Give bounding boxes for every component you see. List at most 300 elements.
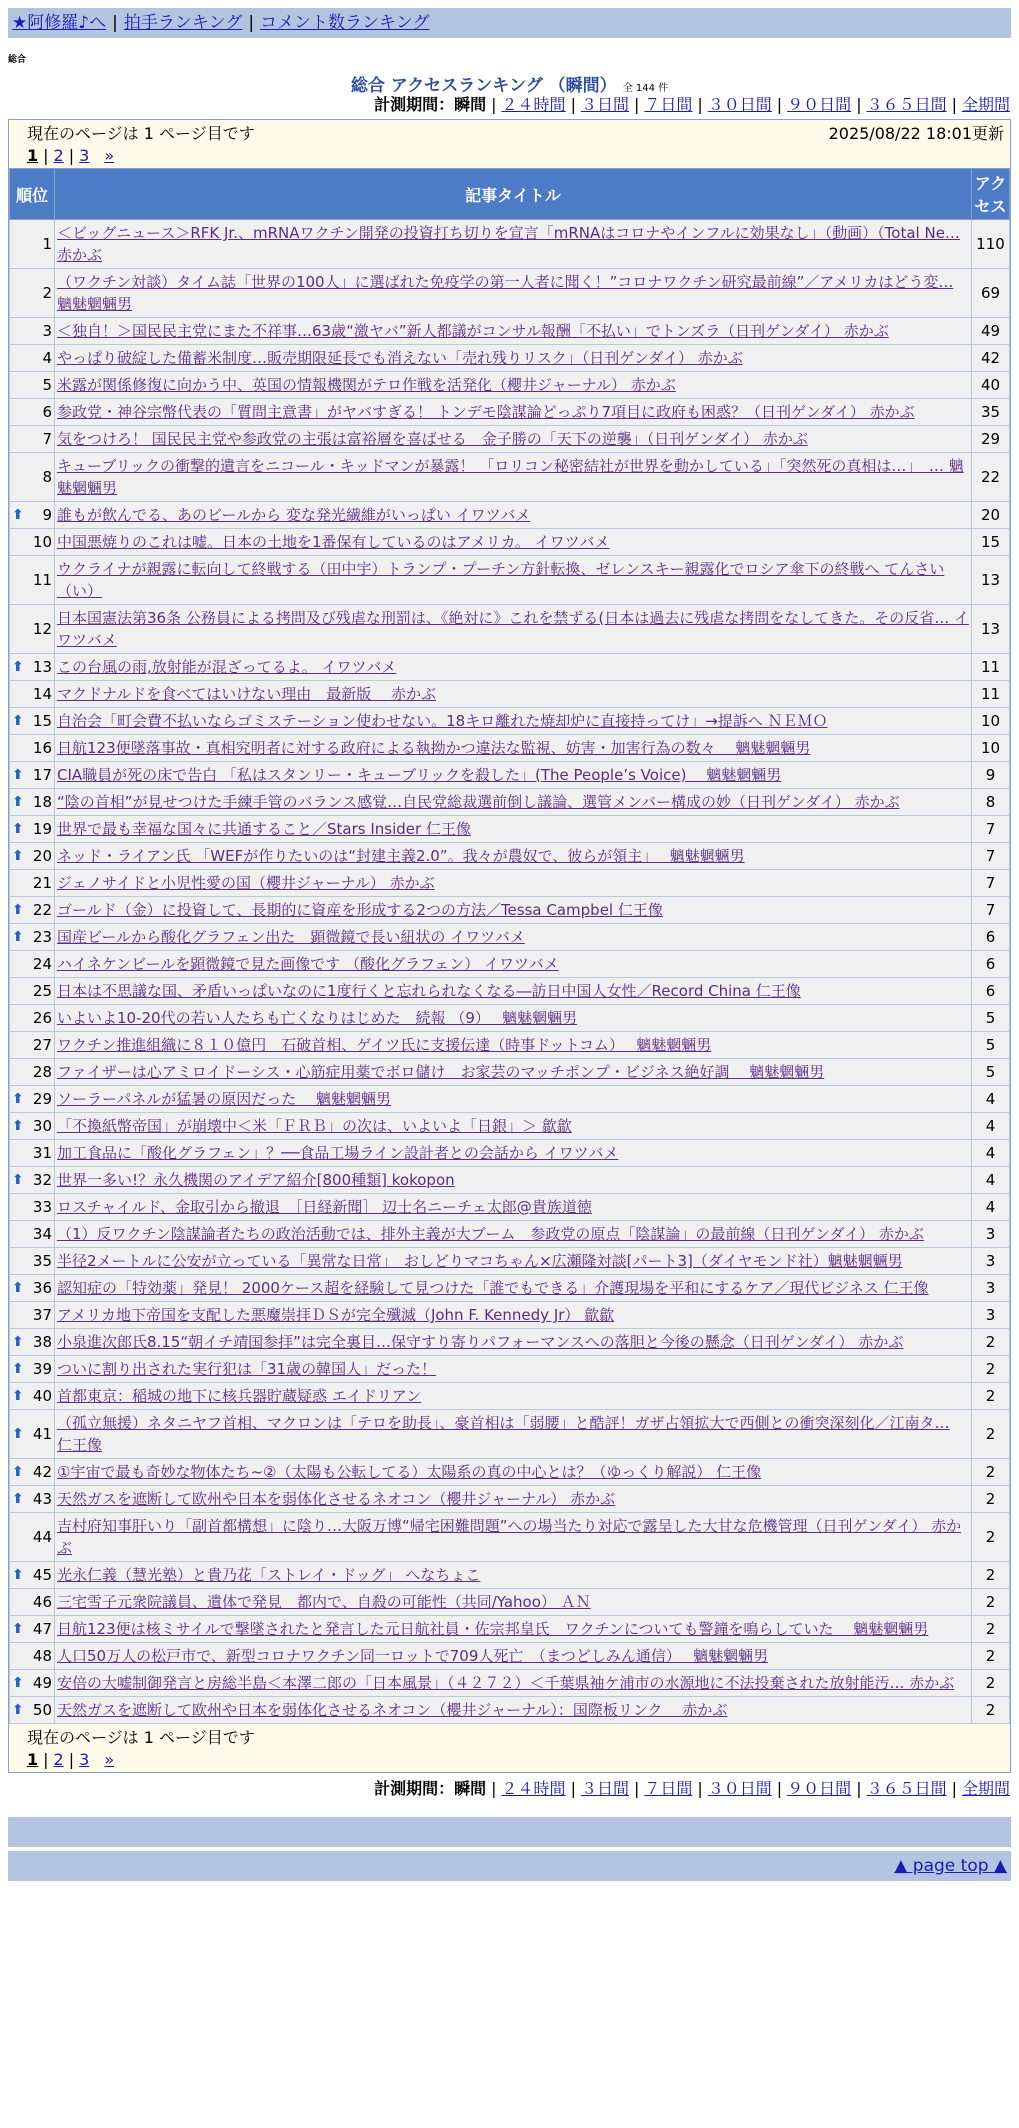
access-count: 4: [972, 1086, 1010, 1113]
title-cell: [55, 1032, 972, 1059]
title-cell: [55, 1589, 972, 1616]
table-row: [10, 502, 1010, 529]
article-link[interactable]: 小泉進次郎氏8.15“朝イチ靖国参拝”は完全裏目…保守すり寄りパフォーマンスへの落胆と今後の懸念（日刊ゲンダイ） 赤かぶ: [57, 1333, 904, 1351]
table-row: [10, 1167, 1010, 1194]
rank-up-arrow-icon: ⬆: [12, 1334, 24, 1350]
article-link[interactable]: この台風の雨,放射能が混ざってるよ。 イワツバメ: [57, 658, 397, 676]
article-link[interactable]: やっぱり破綻した備蓄米制度…販売期限延長でも消えない「売れ残りリスク」（日刊ゲンダイ） 赤かぶ: [57, 349, 743, 367]
rank-number: 5: [42, 376, 52, 394]
title-cell: [55, 1194, 972, 1221]
access-count: 2: [972, 1513, 1010, 1562]
pager-current-page: 1: [27, 146, 39, 165]
separator: |: [570, 95, 576, 114]
rank-number: 3: [42, 322, 52, 340]
article-link[interactable]: ロスチャイルド、金取引から撤退 ［日経新聞］ 辺士名ニーチェ太郎@貴族道徳: [57, 1198, 592, 1216]
access-count: 10: [972, 708, 1010, 735]
article-link[interactable]: 日航123便は核ミサイルで撃墜されたと発言した元日航社員・佐宗邦皇氏 ワクチンについても警鐘を鳴らしていた 魑魅魍魎男: [57, 1620, 929, 1638]
title-cell: [55, 1616, 972, 1643]
rank-up-arrow-icon: ⬆: [12, 1172, 24, 1188]
rank-cell: [10, 605, 55, 654]
title-cell: [55, 529, 972, 556]
article-link[interactable]: 気をつけろ！ 国民民主党や参政党の主張は富裕層を喜ばせる 金子勝の「天下の逆襲」（日刊ゲンダイ） 赤かぶ: [57, 430, 808, 448]
period-label: 計測期間：: [374, 1779, 455, 1798]
rank-cell: [10, 1032, 55, 1059]
rank-cell: [10, 735, 55, 762]
pager-page-link[interactable]: 3: [79, 1750, 90, 1769]
title-cell: [55, 1670, 972, 1697]
ranking-panel: [8, 119, 1011, 1773]
access-count: 10: [972, 735, 1010, 762]
period-link[interactable]: ３０日間: [707, 1779, 772, 1798]
rank-number: 34: [32, 1225, 52, 1243]
rank-up-arrow-icon: ⬆: [12, 1426, 24, 1442]
title-cell: [55, 897, 972, 924]
table-row: [10, 708, 1010, 735]
article-link[interactable]: （1）反ワクチン陰謀論者たちの政治活動では、排外主義が大ブーム 参政党の原点「陰謀論」の最前線（日刊ゲンダイ） 赤かぶ: [57, 1225, 924, 1243]
table-row: [10, 978, 1010, 1005]
title-cell: [55, 654, 972, 681]
rank-cell: [10, 1410, 55, 1459]
total-count: 全 144 件: [622, 83, 669, 94]
access-count: 2: [972, 1329, 1010, 1356]
article-link[interactable]: CIA職員が死の床で告白 「私はスタンリー・キューブリックを殺した」(The People’s Voice) 魑魅魍魎男: [57, 766, 782, 784]
rank-cell: [10, 1486, 55, 1513]
updated-timestamp: 2025/08/22 18:01更新: [828, 124, 1004, 143]
page-title: [0, 71, 1019, 96]
title-cell: [55, 502, 972, 529]
rank-number: 46: [32, 1593, 52, 1611]
rank-cell: [10, 789, 55, 816]
title-cell: [55, 399, 972, 426]
page-info-row-bottom: [9, 1724, 1010, 1748]
table-row: [10, 897, 1010, 924]
rank-number: 24: [32, 955, 52, 973]
rank-number: 23: [32, 928, 52, 946]
rank-number: 2: [42, 284, 52, 302]
separator: |: [776, 95, 783, 114]
article-link[interactable]: ついに割り出された実行犯は「31歳の韓国人」だった！: [57, 1360, 437, 1378]
article-link[interactable]: 誰もが飲んでる、あのビールから 変な発光繊維がいっぱい イワツバメ: [57, 506, 531, 524]
table-row: [10, 1221, 1010, 1248]
period-link[interactable]: ３６５日間: [866, 1779, 947, 1798]
rank-up-arrow-icon: ⬆: [12, 507, 24, 523]
rank-up-arrow-icon: ⬆: [12, 848, 24, 864]
rank-cell: [10, 1383, 55, 1410]
period-link[interactable]: ７日間: [644, 1779, 693, 1798]
pager-page-link[interactable]: 2: [53, 146, 64, 165]
access-count: 4: [972, 1194, 1010, 1221]
separator: |: [68, 146, 75, 165]
page-top-link[interactable]: ▲ page top ▲: [894, 1856, 1007, 1876]
period-link[interactable]: ９０日間: [787, 1779, 852, 1798]
access-count: 15: [972, 529, 1010, 556]
rank-number: 40: [32, 1387, 52, 1405]
rank-number: 28: [32, 1063, 52, 1081]
period-link[interactable]: ３日間: [580, 1779, 629, 1798]
access-count: 7: [972, 897, 1010, 924]
title-cell: [55, 220, 972, 269]
title-cell: [55, 1410, 972, 1459]
access-count: 6: [972, 978, 1010, 1005]
access-count: 8: [972, 789, 1010, 816]
access-count: 3: [972, 1302, 1010, 1329]
rank-cell: [10, 816, 55, 843]
article-link[interactable]: ハイネケンビールを顕微鏡で見た画像です （酸化グラフェン） イワツバメ: [57, 955, 559, 973]
title-cell: [55, 426, 972, 453]
rank-cell: [10, 1113, 55, 1140]
access-count: 42: [972, 345, 1010, 372]
rank-number: 41: [32, 1425, 52, 1443]
rank-cell: [10, 1329, 55, 1356]
article-link[interactable]: ＜ビッグニュース＞RFK Jr.、mRNAワクチン開発の投資打ち切りを宣言「mRNAはコロナやインフルに効果なし」（動画）（Total Ne… 赤かぶ: [57, 224, 960, 264]
table-row: [10, 1356, 1010, 1383]
table-row: [10, 1562, 1010, 1589]
title-cell: [55, 1059, 972, 1086]
rank-up-arrow-icon: ⬆: [12, 1118, 24, 1134]
separator: |: [491, 1779, 497, 1798]
rank-number: 1: [42, 235, 52, 253]
ranking-table-body: [10, 220, 1010, 1724]
separator: |: [951, 1779, 957, 1798]
table-row: [10, 1329, 1010, 1356]
article-link[interactable]: 中国悪焼りのこれは嘘。日本の土地を1番保有しているのはアメリカ。 イワツバメ: [57, 533, 610, 551]
separator: |: [68, 1750, 75, 1769]
rank-number: 44: [32, 1528, 52, 1546]
article-link[interactable]: いよいよ10-20代の若い人たちも亡くなりはじめた 続報 （9） 魑魅魍魎男: [57, 1009, 578, 1027]
spacer: [94, 146, 99, 165]
table-row: [10, 843, 1010, 870]
access-count: 6: [972, 924, 1010, 951]
article-link[interactable]: 首都東京：稲城の地下に核兵器貯蔵疑惑 エイドリアン: [57, 1387, 422, 1405]
applause-ranking-link[interactable]: 拍手ランキング: [123, 13, 243, 33]
article-link[interactable]: 半径2メートルに公安が立っている「異常な日常」 おしどりマコちゃん×広瀬隆対談[パート3]（ダイヤモンド社）魑魅魍魎男: [57, 1252, 903, 1270]
rank-number: 49: [32, 1674, 52, 1692]
rank-up-arrow-icon: ⬆: [12, 1621, 24, 1637]
table-row: [10, 1670, 1010, 1697]
table-row: [10, 372, 1010, 399]
article-link[interactable]: 日航123便墜落事故・真相究明者に対する政府による執拗かつ違法な監視、妨害・加害行為の数々 魑魅魍魎男: [57, 739, 811, 757]
title-cell: [55, 708, 972, 735]
rank-cell: [10, 1005, 55, 1032]
period-current: 瞬間: [454, 1779, 487, 1798]
article-link[interactable]: ネッド・ライアン氏 「WEFが作りたいのは“封建主義2.0”。我々が農奴で、彼らが領主」 魑魅魍魎男: [57, 847, 745, 865]
rank-cell: [10, 1275, 55, 1302]
access-count: 35: [972, 399, 1010, 426]
article-link[interactable]: 安倍の大嘘制御発言と房総半島＜本澤二郎の「日本風景」（４２７２）＜千葉県袖ケ浦市の水源地に不法投棄された放射能汚… 赤かぶ: [57, 1674, 955, 1692]
table-row: [10, 1032, 1010, 1059]
article-link[interactable]: 日本国憲法第36条 公務員による拷問及び残虐な刑罰は、《絶対に》これを禁ずる(日本は過去に残虐な拷問をなしてきた。その反省… イワツバメ: [57, 609, 969, 649]
table-row: [10, 269, 1010, 318]
article-link[interactable]: 「不換紙幣帝国」が崩壊中＜米「ＦＲＢ」の次は、いよいよ「日銀」＞ 歙歙: [57, 1117, 572, 1135]
table-row: [10, 529, 1010, 556]
title-cell: [55, 1459, 972, 1486]
period-link[interactable]: 全期間: [961, 1779, 1010, 1798]
access-count: 2: [972, 1697, 1010, 1724]
title-cell: [55, 1167, 972, 1194]
article-link[interactable]: 米露が関係修復に向かう中、英国の情報機関がテロ作戦を活発化（櫻井ジャーナル） 赤かぶ: [57, 376, 676, 394]
rank-cell: [10, 1670, 55, 1697]
article-link[interactable]: 日本は不思議な国、矛盾いっぱいなのに1度行くと忘れられなくなる―訪日中国人女性／Record China 仁王像: [57, 982, 801, 1000]
pager-next-link[interactable]: »: [104, 1750, 115, 1769]
access-count: 5: [972, 1005, 1010, 1032]
title-cell: [55, 843, 972, 870]
table-row: [10, 1059, 1010, 1086]
pager-current-page: 1: [27, 1750, 39, 1769]
separator: |: [776, 1779, 783, 1798]
title-cell: [55, 789, 972, 816]
table-row: [10, 762, 1010, 789]
rank-number: 31: [32, 1144, 52, 1162]
title-cell: [55, 1086, 972, 1113]
separator: |: [951, 95, 957, 114]
rank-number: 7: [42, 430, 52, 448]
access-count: 13: [972, 605, 1010, 654]
access-count: 3: [972, 1248, 1010, 1275]
pager-next-link[interactable]: »: [104, 146, 115, 165]
rank-cell: [10, 399, 55, 426]
rank-cell: [10, 1302, 55, 1329]
title-cell: [55, 681, 972, 708]
period-link[interactable]: ２４時間: [501, 1779, 566, 1798]
article-link[interactable]: 三宅雪子元衆院議員、遺体で発見 都内で、自殺の可能性（共同/Yahoo） ＡＮ: [57, 1593, 591, 1611]
article-link[interactable]: （ワクチン対談）タイム誌「世界の100人」に選ばれた免疫学の第一人者に聞く！”コロナワクチン研究最前線”／アメリカはどう変… 魑魅魍魎男: [57, 273, 954, 313]
title-cell: [55, 978, 972, 1005]
title-cell: [55, 372, 972, 399]
article-link[interactable]: マクドナルドを食べてはいけない理由 最新版 赤かぶ: [57, 685, 437, 703]
title-cell: [55, 1562, 972, 1589]
access-count: 2: [972, 1383, 1010, 1410]
access-count: 2: [972, 1486, 1010, 1513]
bottom-bar: [8, 1817, 1011, 1847]
rank-number: 38: [32, 1333, 52, 1351]
rank-cell: [10, 1643, 55, 1670]
access-count: 5: [972, 1059, 1010, 1086]
period-link[interactable]: ３６５日間: [866, 95, 947, 114]
access-count: 7: [972, 816, 1010, 843]
separator: |: [248, 13, 255, 33]
article-link[interactable]: ①宇宙で最も奇妙な物体たち~②（太陽も公転してる）太陽系の真の中心とは？（ゆっくり解説） 仁王像: [57, 1463, 762, 1481]
access-header: アクセス: [972, 169, 1010, 220]
rank-header: 順位: [10, 169, 55, 220]
rank-cell: [10, 1459, 55, 1486]
rank-number: 36: [32, 1279, 52, 1297]
period-link[interactable]: 全期間: [961, 95, 1010, 114]
rank-number: 6: [42, 403, 52, 421]
access-count: 3: [972, 1275, 1010, 1302]
rank-number: 9: [42, 506, 52, 524]
access-count: 2: [972, 1616, 1010, 1643]
title-cell: [55, 345, 972, 372]
article-link[interactable]: 天然ガスを遮断して欧州や日本を弱体化させるネオコン（櫻井ジャーナル） 赤かぶ: [57, 1490, 616, 1508]
article-link[interactable]: 人口50万人の松戸市で、新型コロナワクチン同一ロットで709人死亡 （まつどしみん通信） 魑魅魍魎男: [57, 1647, 769, 1665]
current-page-text: 現在のページは 1 ページ目です: [27, 124, 255, 143]
rank-up-arrow-icon: ⬆: [12, 1280, 24, 1296]
table-row: [10, 870, 1010, 897]
access-count: 4: [972, 1113, 1010, 1140]
period-link[interactable]: ９０日間: [787, 95, 852, 114]
table-row: [10, 556, 1010, 605]
rank-up-arrow-icon: ⬆: [12, 929, 24, 945]
table-row: [10, 1086, 1010, 1113]
article-link[interactable]: ウクライナが親露に転向して終戦する（田中宇）トランプ・プーチン方針転換、ゼレンスキー親露化でロシア傘下の終戦へ てんさい（い）: [57, 560, 945, 600]
rank-cell: [10, 1221, 55, 1248]
access-count: 2: [972, 1356, 1010, 1383]
rank-up-arrow-icon: ⬆: [12, 1675, 24, 1691]
table-row: [10, 924, 1010, 951]
table-row: [10, 1383, 1010, 1410]
title-cell: [55, 924, 972, 951]
access-count: 11: [972, 681, 1010, 708]
rank-cell: [10, 1589, 55, 1616]
table-row: [10, 789, 1010, 816]
article-link[interactable]: ソーラーパネルが猛暑の原因だった 魑魅魍魎男: [57, 1090, 392, 1108]
article-link[interactable]: ゴールド（金）に投資して、長期的に資産を形成する2つの方法／Tessa Campbel 仁王像: [57, 901, 663, 919]
title-cell: [55, 1697, 972, 1724]
title-cell: [55, 556, 972, 605]
title-cell: [55, 870, 972, 897]
rank-up-arrow-icon: ⬆: [12, 1491, 24, 1507]
article-link[interactable]: 認知症の「特効薬」発見！ 2000ケース超を経験して見つけた「誰でもできる」介護現場を平和にするケア／現代ビジネス 仁王像: [57, 1279, 929, 1297]
rank-cell: [10, 345, 55, 372]
rank-number: 13: [32, 658, 52, 676]
rank-up-arrow-icon: ⬆: [12, 902, 24, 918]
separator: |: [697, 1779, 703, 1798]
rank-cell: [10, 681, 55, 708]
period-label: 計測期間：: [374, 95, 455, 114]
rank-number: 45: [32, 1566, 52, 1584]
period-link[interactable]: ２４時間: [501, 95, 566, 114]
access-count: 2: [972, 1670, 1010, 1697]
title-cell: [55, 1513, 972, 1562]
rank-cell: [10, 269, 55, 318]
article-link[interactable]: キューブリックの衝撃的遺言をニコール・キッドマンが暴露！ 「ロリコン秘密結社が世界を動かしている」「突然死の真相は…」 … 魑魅魍魎男: [57, 457, 964, 497]
rank-cell: [10, 372, 55, 399]
access-count: 3: [972, 1221, 1010, 1248]
table-row: [10, 1486, 1010, 1513]
title-cell: [55, 269, 972, 318]
article-link[interactable]: 参政党・神谷宗幣代表の「質問主意書」がヤバすぎる！ トンデモ陰謀論どっぷり7項目に政府も困惑？（日刊ゲンダイ） 赤かぶ: [57, 403, 915, 421]
table-row: [10, 1113, 1010, 1140]
access-count: 13: [972, 556, 1010, 605]
rank-cell: [10, 1616, 55, 1643]
article-link[interactable]: ジェノサイドと小児性愛の国（櫻井ジャーナル） 赤かぶ: [57, 874, 435, 892]
rank-cell: [10, 453, 55, 502]
article-link[interactable]: ＜独自！＞国民民主党にまた不祥事…63歳“激ヤバ”新人都議がコンサル報酬「不払い」でトンズラ（日刊ゲンダイ） 赤かぶ: [57, 322, 889, 340]
rank-cell: [10, 1140, 55, 1167]
rank-up-arrow-icon: ⬆: [12, 659, 24, 675]
home-link[interactable]: ★阿修羅♪へ: [12, 13, 107, 33]
period-link[interactable]: ３日間: [580, 95, 629, 114]
title-cell: [55, 1302, 972, 1329]
article-link[interactable]: 自治会「町会費不払いならゴミステーション使わせない。18キロ離れた焼却炉に直接持ってけ」→提訴へ ＮＥＭＯ: [57, 712, 828, 730]
article-link[interactable]: 吉村府知事肝いり「副首都構想」に陰り…大阪万博“帰宅困難問題”への場当たり対応で露呈した大甘な危機管理（日刊ゲンダイ） 赤かぶ: [57, 1517, 962, 1557]
separator: |: [633, 1779, 640, 1798]
period-link[interactable]: ３０日間: [707, 95, 772, 114]
rank-cell: [10, 1248, 55, 1275]
rank-number: 39: [32, 1360, 52, 1378]
rank-up-arrow-icon: ⬆: [12, 1464, 24, 1480]
access-count: 2: [972, 1589, 1010, 1616]
table-row: [10, 1140, 1010, 1167]
access-count: 11: [972, 654, 1010, 681]
rank-up-arrow-icon: ⬆: [12, 821, 24, 837]
article-link[interactable]: 光永仁義（慧光塾）と貴乃花「ストレイ・ドッグ」 へなちょこ: [57, 1566, 481, 1584]
title-cell: [55, 1383, 972, 1410]
title-cell: [55, 762, 972, 789]
separator: |: [856, 95, 862, 114]
pager-page-link[interactable]: 3: [79, 146, 90, 165]
table-row: [10, 1194, 1010, 1221]
article-link[interactable]: 国産ビールから酸化グラフェン出た 顕微鏡で長い紐状の イワツバメ: [57, 928, 525, 946]
rank-cell: [10, 654, 55, 681]
article-link[interactable]: （孤立無援）ネタニヤフ首相、マクロンは「テロを助長」、豪首相は「弱腰」と酷評！ガザ占領拡大で西側との衝突深刻化／江南タ… 仁王像: [57, 1414, 950, 1454]
table-row: [10, 318, 1010, 345]
separator: |: [43, 146, 49, 165]
article-link[interactable]: ファイザーは心アミロイドーシス・心筋症用薬でボロ儲け お家芸のマッチポンプ・ビジネス絶好調 魑魅魍魎男: [57, 1063, 825, 1081]
rank-number: 17: [32, 766, 52, 784]
rank-number: 27: [32, 1036, 52, 1054]
pager-top: [9, 144, 1010, 168]
table-row: [10, 681, 1010, 708]
access-count: 20: [972, 502, 1010, 529]
article-link[interactable]: “陰の首相”が見せつけた手練手管のバランス感覚…自民党総裁選前倒し議論、選管メンバー構成の妙（日刊ゲンダイ） 赤かぶ: [57, 793, 900, 811]
table-row: [10, 1643, 1010, 1670]
access-count: 4: [972, 1140, 1010, 1167]
rank-number: 33: [32, 1198, 52, 1216]
rank-number: 25: [32, 982, 52, 1000]
rank-cell: [10, 1194, 55, 1221]
rank-up-arrow-icon: ⬆: [12, 1361, 24, 1377]
title-cell: [55, 1356, 972, 1383]
period-link[interactable]: ７日間: [644, 95, 693, 114]
rank-number: 21: [32, 874, 52, 892]
rank-number: 12: [32, 620, 52, 638]
article-link[interactable]: 世界一多い!？永久機関のアイデア紹介[800種類] kokopon: [57, 1171, 455, 1189]
table-row: [10, 345, 1010, 372]
separator: |: [491, 95, 497, 114]
separator: |: [697, 95, 703, 114]
table-row: [10, 453, 1010, 502]
pager-page-link[interactable]: 2: [53, 1750, 64, 1769]
rank-cell: [10, 426, 55, 453]
title-cell: [55, 1113, 972, 1140]
title-cell: [55, 1329, 972, 1356]
table-row: [10, 654, 1010, 681]
rank-number: 15: [32, 712, 52, 730]
title-cell: [55, 816, 972, 843]
article-link[interactable]: 世界で最も幸福な国々に共通すること／Stars Insider 仁王像: [57, 820, 471, 838]
rank-number: 47: [32, 1620, 52, 1638]
rank-number: 16: [32, 739, 52, 757]
article-link[interactable]: ワクチン推進組織に８１０億円 石破首相、ゲイツ氏に支援伝達（時事ドットコム） 魑魅魍魎男: [57, 1036, 712, 1054]
comment-ranking-link[interactable]: コメント数ランキング: [260, 13, 430, 33]
title-cell: [55, 318, 972, 345]
rank-cell: [10, 1562, 55, 1589]
article-link[interactable]: 加工食品に「酸化グラフェン」？──食品工場ライン設計者との会話から イワツバメ: [57, 1144, 619, 1162]
separator: |: [570, 1779, 576, 1798]
table-row: [10, 1513, 1010, 1562]
rank-cell: [10, 1697, 55, 1724]
rank-number: 42: [32, 1463, 52, 1481]
access-count: 4: [972, 1167, 1010, 1194]
title-cell: [55, 453, 972, 502]
rank-cell: [10, 762, 55, 789]
period-current: 瞬間: [454, 95, 487, 114]
article-link[interactable]: 天然ガスを遮断して欧州や日本を弱体化させるネオコン（櫻井ジャーナル）：国際板リンク 赤かぶ: [57, 1701, 728, 1719]
title-cell: [55, 605, 972, 654]
article-link[interactable]: アメリカ地下帝国を支配した悪魔崇拝ＤＳが完全殲滅（John F. Kennedy Jr） 歙歙: [57, 1306, 615, 1324]
access-count: 29: [972, 426, 1010, 453]
